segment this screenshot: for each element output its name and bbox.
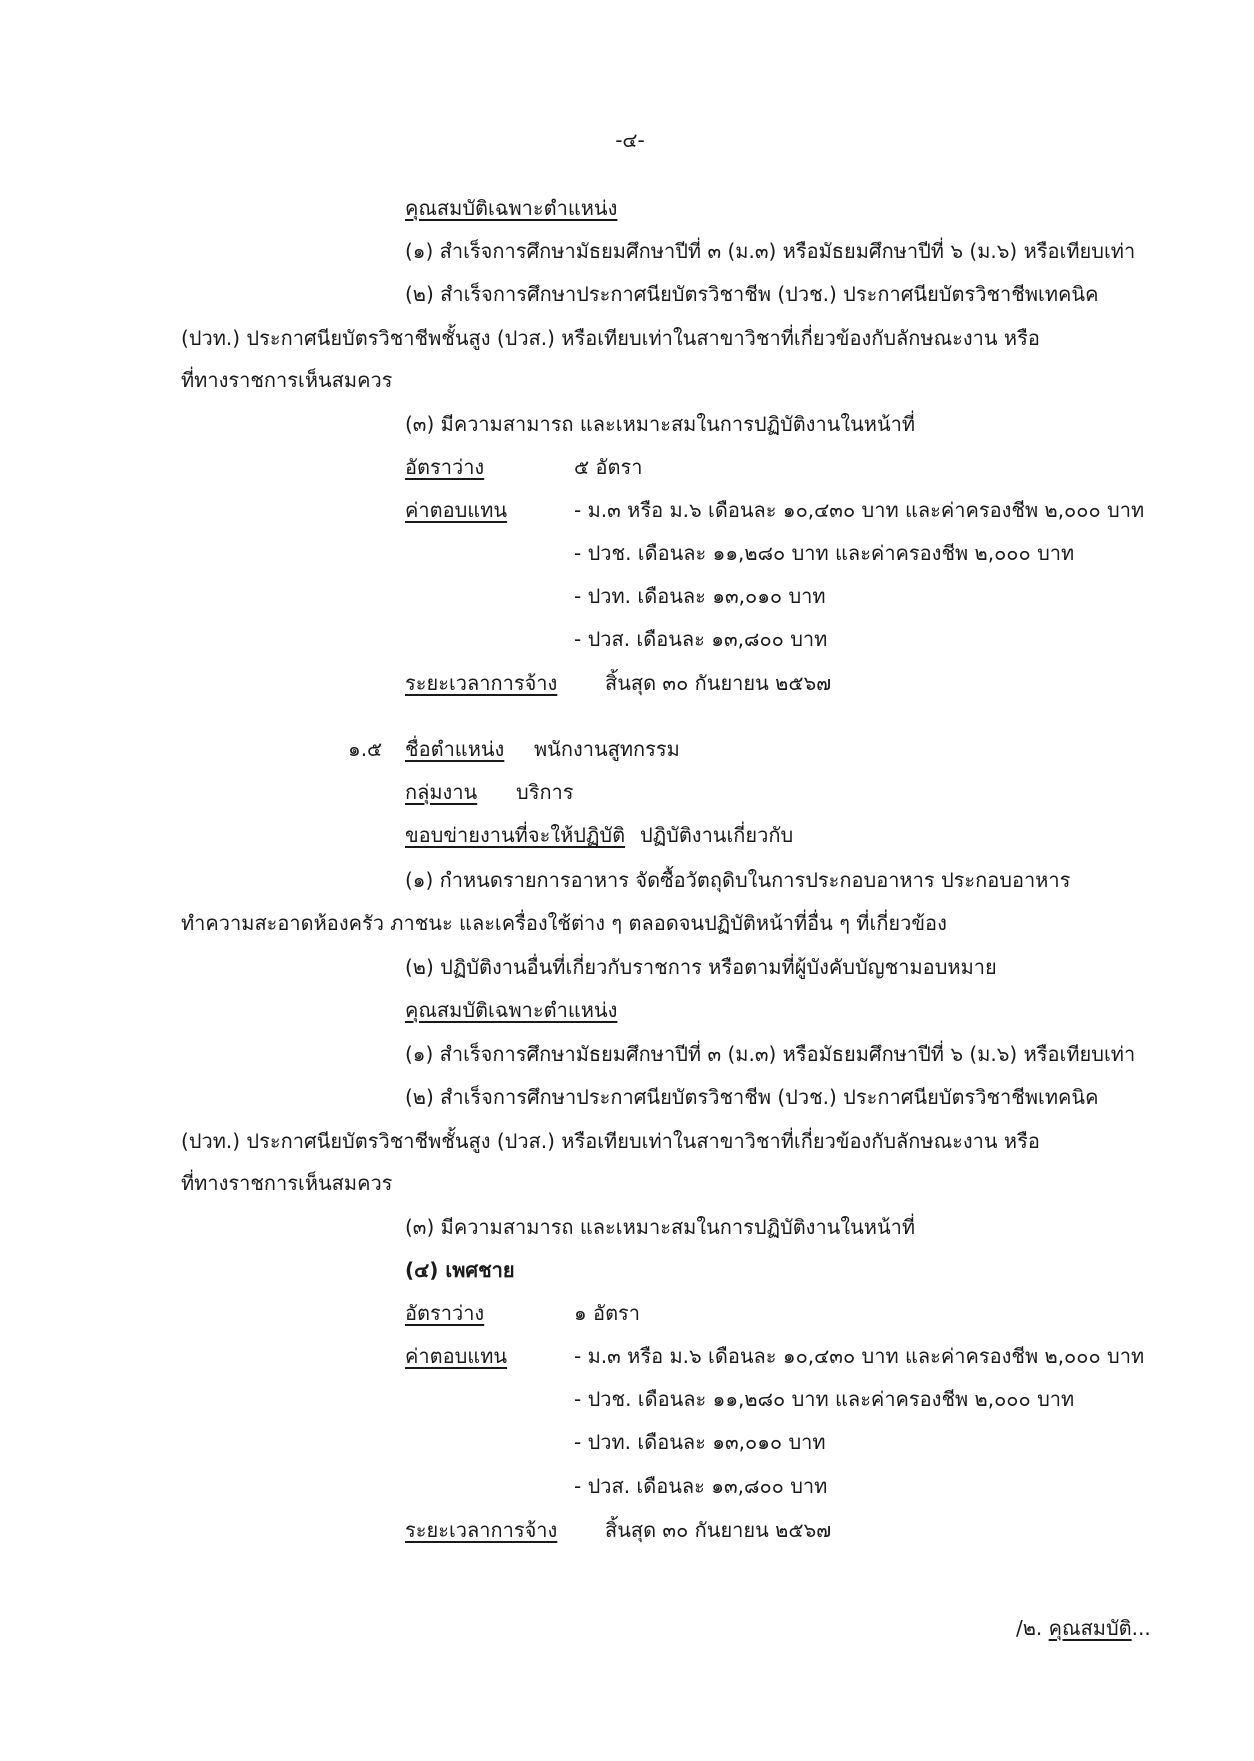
pay-label: ค่าตอบแทน bbox=[405, 498, 508, 522]
employment-period-value: สิ้นสุด ๓๐ กันยายน ๒๕๖๗ bbox=[605, 671, 832, 695]
pay-label-2: ค่าตอบแทน bbox=[405, 1344, 508, 1368]
qualification-item-2-line-2: (ปวท.) ประกาศนียบัตรวิชาชีพชั้นสูง (ปวส.) หรือเทียบเท่าในสาขาวิชาที่เกี่ยวข้องกับลักษณะงาน หรือ bbox=[181, 326, 1040, 350]
continuation-prefix: /๒. bbox=[1016, 1616, 1043, 1640]
vacancy-value: ๕ อัตรา bbox=[574, 455, 643, 479]
qualification-2-item-2-line-2: (ปวท.) ประกาศนียบัตรวิชาชีพชั้นสูง (ปวส.) หรือเทียบเท่าในสาขาวิชาที่เกี่ยวข้องกับลักษณะงาน หรือ bbox=[181, 1129, 1040, 1153]
pay-line-4: - ปวส. เดือนละ ๑๓,๘๐๐ บาท bbox=[574, 627, 828, 651]
scope-value: ปฏิบัติงานเกี่ยวกับ bbox=[640, 823, 794, 847]
qualification-item-2-line-3: ที่ทางราชการเห็นสมควร bbox=[181, 368, 393, 392]
qualification-2-item-2-line-3: ที่ทางราชการเห็นสมควร bbox=[181, 1171, 393, 1195]
pay-line-2: - ปวช. เดือนละ ๑๑,๒๘๐ บาท และค่าครองชีพ ๒,๐๐๐ บาท bbox=[574, 541, 1075, 565]
scope-label: ขอบข่ายงานที่จะให้ปฏิบัติ bbox=[405, 823, 626, 847]
pay-line-1: - ม.๓ หรือ ม.๖ เดือนละ ๑๐,๔๓๐ บาท และค่าครองชีพ ๒,๐๐๐ บาท bbox=[574, 498, 1145, 522]
vacancy-label: อัตราว่าง bbox=[405, 455, 485, 479]
continuation-ellipsis: ... bbox=[1131, 1616, 1151, 1640]
qualification-2-item-3: (๓) มีความสามารถ และเหมาะสมในการปฏิบัติงานในหน้าที่ bbox=[405, 1215, 916, 1239]
qualification-item-2-line-1: (๒) สำเร็จการศึกษาประกาศนียบัตรวิชาชีพ (ปวช.) ประกาศนียบัตรวิชาชีพเทคนิค bbox=[405, 282, 1099, 306]
page-number: -๔- bbox=[615, 128, 645, 152]
qualification-2-item-2-line-1: (๒) สำเร็จการศึกษาประกาศนียบัตรวิชาชีพ (ปวช.) ประกาศนียบัตรวิชาชีพเทคนิค bbox=[405, 1085, 1099, 1109]
qualification-item-3: (๓) มีความสามารถ และเหมาะสมในการปฏิบัติงานในหน้าที่ bbox=[405, 412, 916, 436]
position-number: ๑.๕ bbox=[348, 737, 383, 761]
qualification-item-1: (๑) สำเร็จการศึกษามัธยมศึกษาปีที่ ๓ (ม.๓) หรือมัธยมศึกษาปีที่ ๖ (ม.๖) หรือเทียบเท่า bbox=[405, 239, 1136, 263]
duty-item-1-line-2: ทำความสะอาดห้องครัว ภาชนะ และเครื่องใช้ต่าง ๆ ตลอดจนปฏิบัติหน้าที่อื่น ๆ ที่เกี่ยวข้อง bbox=[181, 911, 947, 935]
qualification-heading: คุณสมบัติเฉพาะตำแหน่ง bbox=[405, 196, 618, 220]
pay-2-line-1: - ม.๓ หรือ ม.๖ เดือนละ ๑๐,๔๓๐ บาท และค่าครองชีพ ๒,๐๐๐ บาท bbox=[574, 1344, 1145, 1368]
duty-item-1-line-1: (๑) กำหนดรายการอาหาร จัดซื้อวัตถุดิบในการประกอบอาหาร ประกอบอาหาร bbox=[405, 868, 1071, 892]
pay-2-line-2: - ปวช. เดือนละ ๑๑,๒๘๐ บาท และค่าครองชีพ ๒,๐๐๐ บาท bbox=[574, 1387, 1075, 1411]
employment-period-label: ระยะเวลาการจ้าง bbox=[405, 671, 558, 695]
duty-item-2: (๒) ปฏิบัติงานอื่นที่เกี่ยวกับราชการ หรือตามที่ผู้บังคับบัญชามอบหมาย bbox=[405, 955, 997, 979]
pay-2-line-3: - ปวท. เดือนละ ๑๓,๐๑๐ บาท bbox=[574, 1430, 826, 1454]
work-group-value: บริการ bbox=[516, 780, 574, 804]
employment-period-label-2: ระยะเวลาการจ้าง bbox=[405, 1518, 558, 1542]
work-group-label: กลุ่มงาน bbox=[405, 780, 478, 804]
continuation-text: คุณสมบัติ bbox=[1048, 1616, 1132, 1640]
continuation-footer bbox=[1016, 1614, 1151, 1642]
position-value: พนักงานสูทกรรม bbox=[534, 737, 680, 761]
pay-line-3: - ปวท. เดือนละ ๑๓,๐๑๐ บาท bbox=[574, 584, 826, 608]
vacancy-label-2: อัตราว่าง bbox=[405, 1301, 485, 1325]
qualification-2-item-4: (๔) เพศชาย bbox=[405, 1258, 515, 1282]
pay-2-line-4: - ปวส. เดือนละ ๑๓,๘๐๐ บาท bbox=[574, 1474, 828, 1498]
qualification-heading-2: คุณสมบัติเฉพาะตำแหน่ง bbox=[405, 998, 618, 1022]
position-label: ชื่อตำแหน่ง bbox=[405, 737, 505, 761]
employment-period-value-2: สิ้นสุด ๓๐ กันยายน ๒๕๖๗ bbox=[605, 1518, 832, 1542]
qualification-2-item-1: (๑) สำเร็จการศึกษามัธยมศึกษาปีที่ ๓ (ม.๓) หรือมัธยมศึกษาปีที่ ๖ (ม.๖) หรือเทียบเท่า bbox=[405, 1042, 1136, 1066]
vacancy-value-2: ๑ อัตรา bbox=[574, 1301, 641, 1325]
